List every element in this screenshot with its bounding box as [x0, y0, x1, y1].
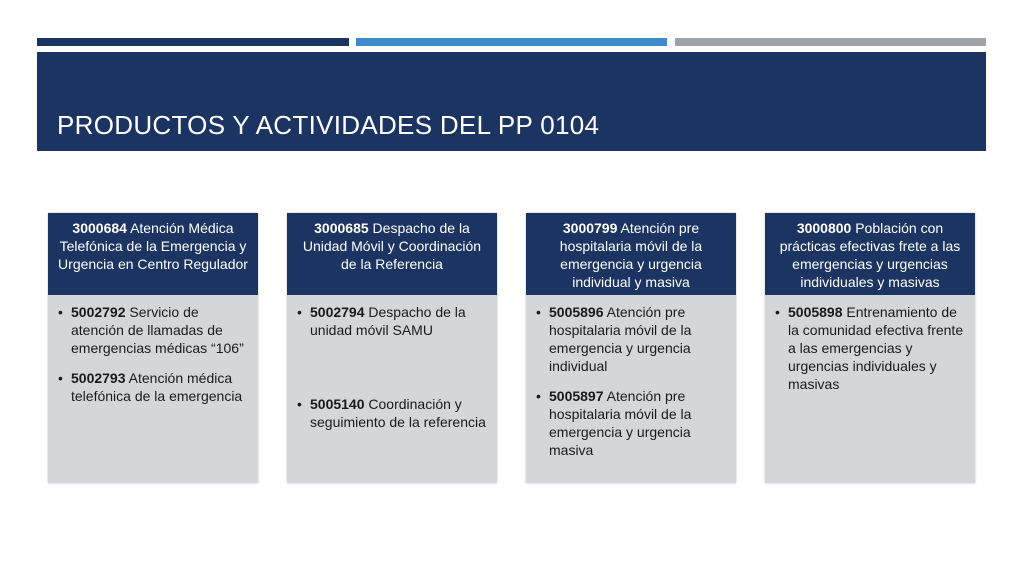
product-header: [48, 213, 258, 295]
product-header: [526, 213, 736, 295]
product-code: 3000800: [796, 220, 852, 236]
activity-text: Atención médica telefónica de la emergencia: [71, 370, 243, 404]
product-title: Despacho de la Unidad Móvil y Coordinación de la Referencia: [302, 220, 482, 272]
activity-text: Servicio de atención de llamadas de emergencias médicas “106”: [71, 304, 244, 356]
activity-text: Coordinación y seguimiento de la referencia: [310, 396, 486, 430]
activity-item: [297, 303, 487, 339]
accent-bar-gray: [675, 38, 986, 46]
product-title: Atención Médica Telefónica de la Emergencia y Urgencia en Centro Regulador: [58, 220, 248, 272]
activity-text: Atención pre hospitalaria móvil de la emergencia y urgencia individual: [549, 304, 692, 374]
product-card-2: [287, 213, 497, 483]
activity-item: [297, 395, 487, 431]
activity-item: [58, 369, 248, 405]
accent-bar-blue: [356, 38, 667, 46]
product-title: Población con prácticas efectivas frete a las emergencias y urgencias individuales y masivas: [779, 220, 961, 290]
activity-code: 5005896: [549, 304, 604, 320]
accent-bar-navy: [37, 38, 349, 46]
title-band: [37, 52, 986, 151]
product-card-4: [765, 213, 975, 483]
product-code: 3000684: [72, 220, 127, 236]
activity-code: 5005140: [310, 396, 365, 412]
activity-text: Despacho de la unidad móvil SAMU: [310, 304, 466, 338]
activity-list: [287, 295, 497, 431]
page-title: PRODUCTOS Y ACTIVIDADES DEL PP 0104: [57, 110, 600, 140]
activity-item: [775, 303, 965, 393]
product-card-1: [48, 213, 258, 483]
activity-item: [58, 303, 248, 357]
activity-code: 5002794: [310, 304, 365, 320]
product-code: 3000799: [562, 220, 618, 236]
product-card-3: [526, 213, 736, 483]
activity-item: [536, 303, 726, 375]
activity-code: 5005898: [788, 304, 843, 320]
activity-text: Entrenamiento de la comunidad efectiva frente a las emergencias y urgencias individuales y masivas: [788, 304, 964, 392]
activity-code: 5002792: [71, 304, 126, 320]
activity-text: Atención pre hospitalaria móvil de la emergencia y urgencia masiva: [549, 388, 692, 458]
product-header: [765, 213, 975, 295]
activity-list: [48, 295, 258, 405]
activity-list: [765, 295, 975, 393]
activity-code: 5002793: [71, 370, 126, 386]
product-code: 3000685: [314, 220, 369, 236]
activity-item: [536, 387, 726, 459]
product-title: Atención pre hospitalaria móvil de la emergencia y urgencia individual y masiva: [559, 220, 703, 290]
activity-list: [526, 295, 736, 459]
product-header: [287, 213, 497, 295]
activity-code: 5005897: [549, 388, 604, 404]
